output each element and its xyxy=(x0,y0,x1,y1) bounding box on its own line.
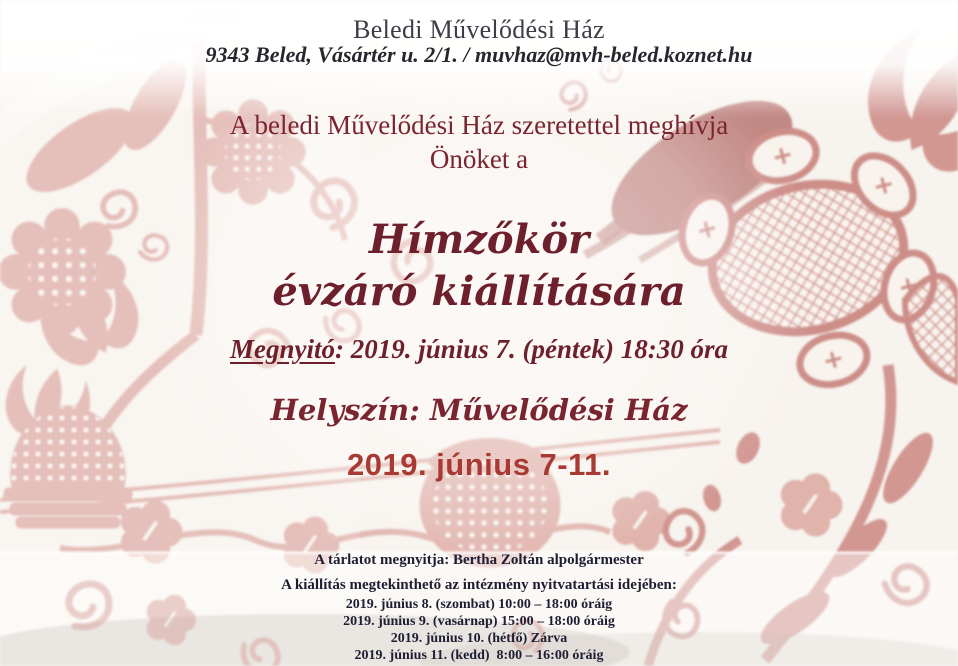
opening-datetime: : 2019. június 7. (péntek) 18:30 óra xyxy=(334,334,729,364)
opening-datetime-line xyxy=(0,334,958,365)
opening-label: Megnyitó xyxy=(229,334,335,364)
schedule-line: 2019. június 10. (hétfő) Zárva xyxy=(390,631,568,646)
organization-title: Beledi Művelődési Ház xyxy=(353,15,605,44)
event-title-line-2: évzáró kiállítására xyxy=(272,268,686,315)
event-title-line-1: Hímzőkör xyxy=(368,216,590,263)
invitation-line-1: A beledi Művelődési Ház szeretettel meghívja xyxy=(229,110,729,140)
schedule-line: 2019. június 11. (kedd) 8:00 – 16:00 óráig xyxy=(354,648,604,663)
organization-address: 9343 Beled, Vásártér u. 2/1. / muvhaz@mvh-beled.koznet.hu xyxy=(205,42,753,67)
invitation-line-2: Önöket a xyxy=(429,144,529,174)
schedule-line: 2019. június 9. (vasárnap) 15:00 – 18:00 óráig xyxy=(343,614,615,629)
exhibition-date-range: 2019. június 7-11. xyxy=(346,447,612,482)
venue-line: Helyszín: Művelődési Ház xyxy=(270,393,688,427)
opened-by-line: A tárlatot megnyitja: Bertha Zoltán alpolgármester xyxy=(314,552,644,568)
visiting-hours-header: A kiállítás megtekinthető az intézmény nyitvatartási idejében: xyxy=(281,577,677,593)
schedule-line: 2019. június 8. (szombat) 10:00 – 18:00 óráig xyxy=(345,597,613,612)
